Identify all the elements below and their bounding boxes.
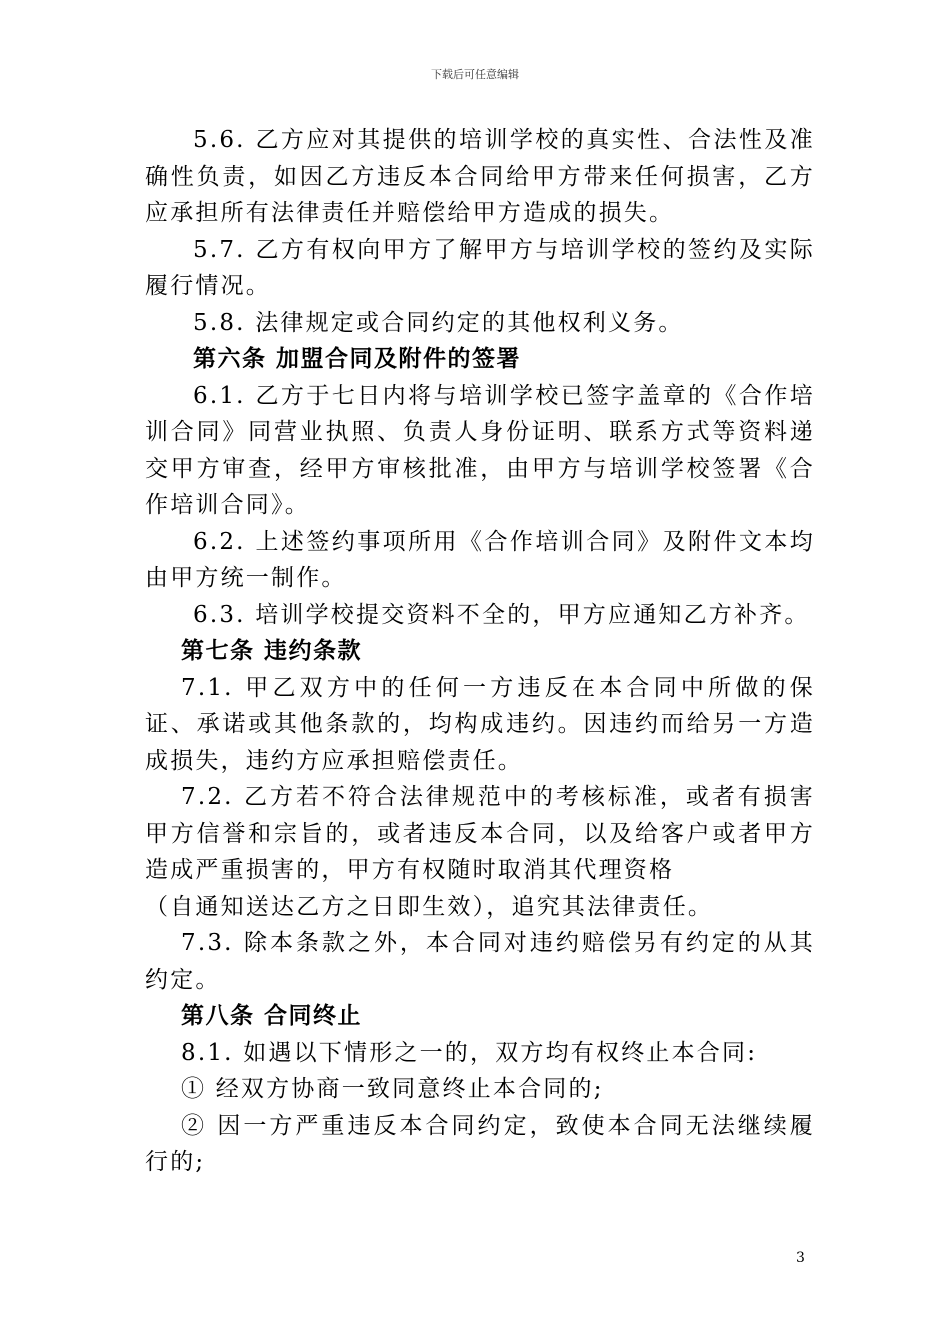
article-6-heading: 第六条 加盟合同及附件的签署	[193, 345, 522, 372]
article-7-heading: 第七条 违约条款	[181, 637, 363, 664]
clause-5-8: 5.8. 法律规定或合同约定的其他权利义务。	[193, 309, 684, 336]
clause-8-1: 8.1. 如遇以下情形之一的，双方均有权终止本合同:	[181, 1039, 758, 1066]
clause-7-2: 7.2. 乙方若不符合法律规范中的考核标准，或者有损害甲方信誉和宗旨的，或者违反本合同，以及给客户或者甲方造成严重损害的，甲方有权随时取消其代理资格	[145, 784, 815, 883]
clause-5-7: 5.7. 乙方有权向甲方了解甲方与培训学校的签约及实际履行情况。	[145, 236, 815, 299]
clause-7-2-continued: （自通知送达乙方之日即生效），追究其法律责任。	[145, 893, 714, 920]
clause-7-1: 7.1. 甲乙双方中的任何一方违反在本合同中所做的保证、承诺或其他条款的，均构成违约。因违约而给另一方造成损失，违约方应承担赔偿责任。	[145, 674, 815, 774]
clause-6-2: 6.2. 上述签约事项所用《合作培训合同》及附件文本均由甲方统一制作。	[145, 528, 815, 591]
page-number: 3	[796, 1250, 805, 1266]
clause-7-3: 7.3. 除本条款之外，本合同对违约赔偿另有约定的从其约定。	[145, 930, 815, 993]
termination-item-1: ① 经双方协商一致同意终止本合同的;	[181, 1076, 604, 1102]
clause-5-6: 5.6. 乙方应对其提供的培训学校的真实性、合法性及准确性负责，如因乙方违反本合同给甲方带来任何损害，乙方应承担所有法律责任并赔偿给甲方造成的损失。	[145, 127, 815, 226]
page-header-note: 下载后可任意编辑	[431, 68, 519, 81]
article-8-heading: 第八条 合同终止	[181, 1002, 363, 1029]
clause-6-1: 6.1. 乙方于七日内将与培训学校已签字盖章的《合作培训合同》同营业执照、负责人身份证明、联系方式等资料递交甲方审查，经甲方审核批准，由甲方与培训学校签署《合作培训合同》。	[145, 382, 815, 518]
document-body	[145, 122, 815, 1181]
termination-item-2: ② 因一方严重违反本合同约定，致使本合同无法继续履行的;	[145, 1112, 815, 1175]
clause-6-3: 6.3. 培训学校提交资料不全的，甲方应通知乙方补齐。	[193, 601, 810, 628]
